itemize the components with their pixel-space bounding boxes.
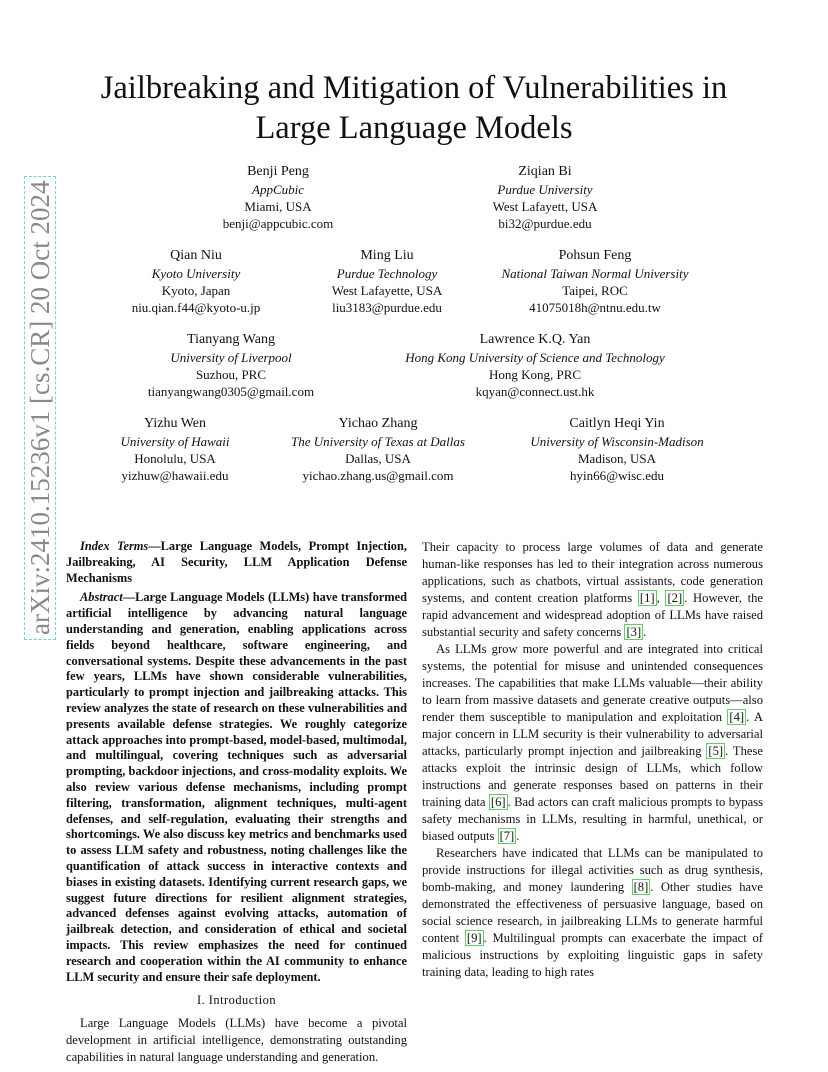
paragraph-text: . Bad actors can craft malicious prompts to bypass safety mechanisms in LLMs, resulting in harmful, unethical, or biased outputs — [422, 795, 763, 843]
author-location: Dallas, USA — [345, 451, 411, 466]
author-name: Pohsun Feng — [558, 248, 632, 263]
paragraph-text: . These attacks exploit the intrinsic design of LLMs, which follow instructions and generate responses based on patterns in their training data — [422, 744, 763, 809]
author-affiliation: Purdue University — [497, 182, 593, 197]
author-name: Benji Peng — [247, 164, 309, 179]
citation-link[interactable]: [2] — [667, 591, 683, 605]
author-location: Taipei, ROC — [562, 283, 628, 298]
author-affiliation: University of Wisconsin-Madison — [530, 434, 704, 449]
author-block — [178, 163, 378, 232]
author-affiliation: The University of Texas at Dallas — [291, 434, 465, 449]
author-affiliation: AppCubic — [252, 182, 304, 197]
author-email[interactable]: niu.qian.f44@kyoto-u.jp — [131, 300, 261, 315]
paragraph-text: Their capacity to process large volumes of data and generate human-like responses has led to their integration across numerous applications, such as chatbots, virtual assistants, code generation systems, and content creation platforms — [422, 540, 763, 605]
author-name: Caitlyn Heqi Yin — [569, 416, 665, 431]
citation-link[interactable]: [3] — [626, 625, 642, 639]
index-terms-text: —Large Language Models, Prompt Injection, Jailbreaking, AI Security, LLM Application Defense Mechanisms — [66, 539, 407, 585]
author-block — [480, 247, 710, 316]
author-block — [131, 331, 331, 400]
author-location: Kyoto, Japan — [161, 283, 231, 298]
author-block — [445, 163, 645, 232]
intro-paragraph — [422, 845, 763, 981]
author-location: Honolulu, USA — [134, 451, 216, 466]
citation-link[interactable]: [5] — [708, 744, 724, 758]
author-name: Ziqian Bi — [518, 164, 572, 179]
author-location: Hong Kong, PRC — [488, 367, 582, 382]
author-email[interactable]: hyin66@wisc.edu — [570, 468, 664, 483]
author-affiliation: University of Liverpool — [170, 350, 292, 365]
left-column — [66, 539, 407, 1066]
author-block — [380, 331, 690, 400]
author-name: Yizhu Wen — [144, 416, 206, 431]
author-name: Yichao Zhang — [338, 416, 418, 431]
period: . — [516, 829, 520, 843]
citation-link[interactable]: [9] — [466, 931, 482, 945]
arxiv-identifier[interactable]: arXiv:2410.15236v1 [cs.CR] 20 Oct 2024 — [24, 176, 56, 640]
author-block — [75, 415, 275, 484]
paragraph-text: . However, the rapid advancement and widespread adoption of LLMs have raised substantial security and safety concerns — [422, 591, 763, 639]
author-block — [512, 415, 722, 484]
index-terms-label: Index Terms — [80, 539, 149, 553]
author-email[interactable]: liu3183@purdue.edu — [332, 300, 442, 315]
author-email[interactable]: 41075018h@ntnu.edu.tw — [529, 300, 661, 315]
author-email[interactable]: yizhuw@hawaii.edu — [121, 468, 229, 483]
author-location: Suzhou, PRC — [195, 367, 267, 382]
author-location: Miami, USA — [244, 199, 312, 214]
citation-link[interactable]: [8] — [633, 880, 649, 894]
citation-link[interactable]: [7] — [499, 829, 515, 843]
author-affiliation: National Taiwan Normal University — [501, 266, 689, 281]
intro-paragraph: Large Language Models (LLMs) have become a pivotal development in artificial intelligence, demonstrating outstanding capabilities in natural language understanding and generation. — [66, 1016, 407, 1065]
title-line-1: Jailbreaking and Mitigation of Vulnerabilities in — [100, 70, 728, 106]
author-email[interactable]: benji@appcubic.com — [222, 216, 334, 231]
paragraph-text: . Other studies have demonstrated the effectiveness of persuasive language, based on social science research, in jailbreaking LLMs to generate harmful content — [422, 880, 763, 945]
author-location: Madison, USA — [577, 451, 656, 466]
paragraph-text: As LLMs grow more powerful and are integrated into critical systems, the potential for misuse and unintended consequences increases. The capabilities that make LLMs valuable—their ability to learn from massive datasets and generate creative outputs—also render them susceptible to manipulation and exploitation — [422, 642, 763, 724]
author-email[interactable]: yichao.zhang.us@gmail.com — [302, 468, 454, 483]
author-affiliation: University of Hawaii — [120, 434, 230, 449]
index-terms — [66, 539, 407, 586]
author-block — [96, 247, 296, 316]
paragraph-text: Researchers have indicated that LLMs can be manipulated to provide instructions for illegal activities such as drug synthesis, bomb-making, and money laundering — [422, 846, 763, 894]
author-affiliation: Kyoto University — [151, 266, 241, 281]
paragraph-text: . Multilingual prompts can exacerbate the impact of malicious instructions by exploiting linguistic gaps in safety training data, leading to high rates — [422, 931, 763, 979]
period: . — [643, 625, 647, 639]
paragraph-text: . A major concern in LLM security is their vulnerability to adversarial attacks, particularly prompt injection and jailbreaking — [422, 710, 763, 758]
author-name: Lawrence K.Q. Yan — [479, 332, 591, 347]
author-email[interactable]: kqyan@connect.ust.hk — [475, 384, 595, 399]
citation-link[interactable]: [4] — [729, 710, 745, 724]
section-heading: I. Introduction — [196, 993, 277, 1008]
author-location: West Lafayett, USA — [492, 199, 598, 214]
author-email[interactable]: bi32@purdue.edu — [498, 216, 592, 231]
intro-paragraph — [422, 641, 763, 845]
author-name: Qian Niu — [170, 248, 222, 263]
citation-link[interactable]: [6] — [490, 795, 506, 809]
author-name: Tianyang Wang — [187, 332, 275, 347]
author-affiliation: Purdue Technology — [336, 266, 438, 281]
right-column — [422, 539, 763, 981]
author-name: Ming Liu — [360, 248, 414, 263]
author-email[interactable]: tianyangwang0305@gmail.com — [147, 384, 315, 399]
paper-title — [40, 68, 788, 148]
abstract-label: Abstract — [80, 590, 123, 605]
citation-link[interactable]: [1] — [639, 591, 655, 605]
author-block — [268, 415, 488, 484]
title-line-2: Large Language Models — [255, 110, 573, 146]
author-location: West Lafayette, USA — [331, 283, 443, 298]
author-affiliation: Hong Kong University of Science and Technology — [405, 350, 665, 365]
intro-paragraph — [422, 539, 763, 641]
abstract-text: —Large Language Models (LLMs) have transformed artificial intelligence by advancing natural language understanding and generation, enabling applications across fields beyond healthcare, software engineering, and conversational systems. Despite these advancements in the past few years, LLMs have shown considerable vulnerabilities, particularly to prompt injection and jailbreaking attacks. This review analyzes the state of research on these vulnerabilities and presents available defense strategies. We roughly categorize attack approaches into prompt-based, model-based, multimodal, and multilingual, covering techniques such as adversarial prompting, backdoor injections, and cross-modality exploits. We also review various defense mechanisms, including prompt filtering, transformation, alignment techniques, multi-agent defenses, and self-regulation, evaluating their strengths and shortcomings. We also discuss key metrics and benchmarks used to assess LLM safety and robustness, noting challenges like the quantification of attack success in interactive contexts and biases in existing datasets. Identifying current research gaps, we suggest future directions for resilient alignment strategies, advanced defenses against evolving attacks, automation of jailbreak detection, and consideration of ethical and societal impacts. This review emphasizes the need for continued research and cooperation within the AI community to enhance LLM security and ensure their safe deployment. — [66, 590, 407, 984]
abstract — [66, 590, 407, 985]
author-block — [287, 247, 487, 316]
separator: , — [656, 591, 666, 605]
